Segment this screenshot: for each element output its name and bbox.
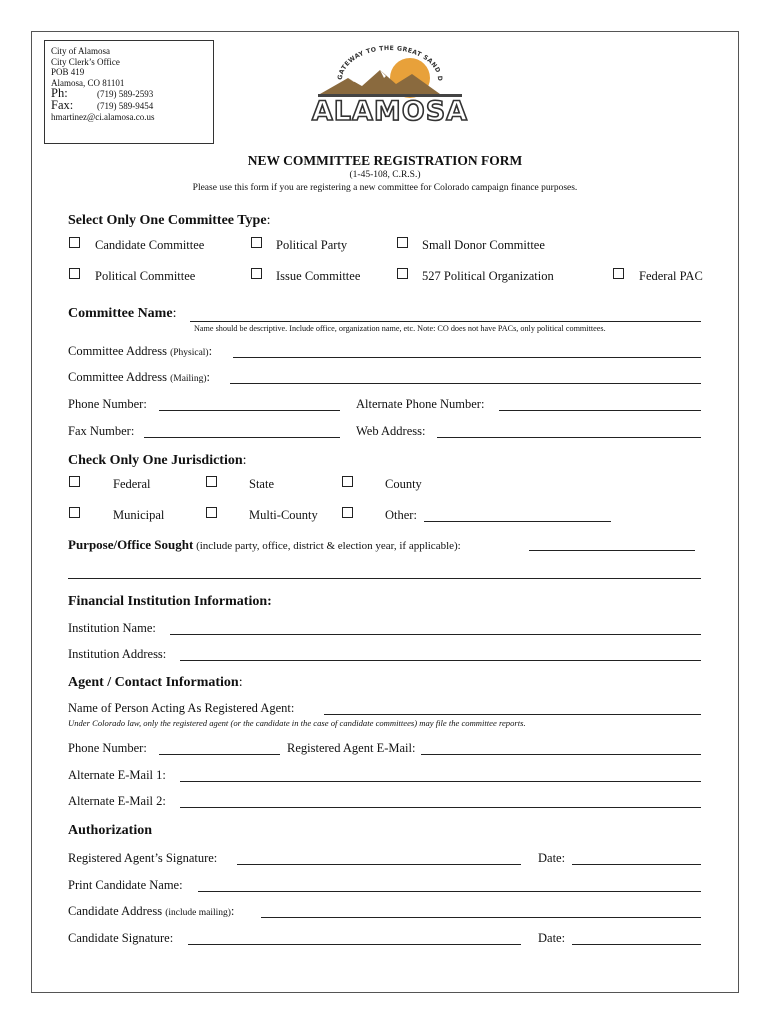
print-candidate-name-field[interactable] — [198, 891, 701, 892]
label-state: State — [249, 477, 274, 491]
alternate-email-1-label: Alternate E-Mail 1: — [68, 768, 166, 782]
phone-number-label: Phone Number: — [68, 397, 147, 411]
checkbox-federal[interactable] — [69, 476, 80, 487]
other-jurisdiction-field[interactable] — [424, 521, 611, 522]
label-federal-pac: Federal PAC — [639, 269, 703, 283]
agent-heading: Agent / Contact Information: — [68, 675, 243, 690]
checkbox-municipal[interactable] — [69, 507, 80, 518]
alternate-email-2-field[interactable] — [180, 807, 701, 808]
label-other: Other: — [385, 508, 417, 522]
institution-address-label: Institution Address: — [68, 647, 167, 661]
alternate-phone-label: Alternate Phone Number: — [356, 397, 485, 411]
committee-address-mailing-field[interactable] — [230, 383, 701, 384]
committee-address-physical-label: Committee Address (Physical): — [68, 344, 213, 358]
institution-name-label: Institution Name: — [68, 621, 156, 635]
alamosa-logo — [300, 44, 480, 122]
fax-number-label: Fax Number: — [68, 424, 135, 438]
address-line-4: Alamosa, CO 81101 — [51, 77, 125, 88]
checkbox-multi-county[interactable] — [206, 507, 217, 518]
label-small-donor-committee: Small Donor Committee — [422, 238, 545, 252]
form-title: NEW COMMITTEE REGISTRATION FORM — [247, 153, 523, 168]
phone-line: Ph: (719) 589-2593 — [51, 86, 154, 101]
candidate-address-label: Candidate Address (include mailing): — [68, 904, 235, 918]
purpose-label: Purpose/Office Sought (include party, office, district & election year, if applicable): — [68, 537, 461, 552]
candidate-signature-field[interactable] — [188, 944, 521, 945]
address-line-3: POB 419 — [51, 67, 85, 78]
checkbox-political-committee[interactable] — [69, 268, 80, 279]
checkbox-candidate-committee[interactable] — [69, 237, 80, 248]
office-address-box — [44, 40, 214, 144]
phone-number-field[interactable] — [159, 410, 340, 411]
label-527-political-organization: 527 Political Organization — [422, 269, 554, 283]
candidate-date-label: Date: — [538, 931, 566, 945]
registered-agent-name-field[interactable] — [324, 714, 701, 715]
svg-text:GATEWAY TO THE GREAT SAND DUNE: GATEWAY TO THE GREAT SAND D — [336, 44, 444, 82]
fax-line: Fax: (719) 589-9454 — [51, 97, 154, 112]
registered-agent-name-label: Name of Person Acting As Registered Agent: — [68, 701, 295, 715]
purpose-field-line-1[interactable] — [529, 550, 695, 551]
candidate-address-field[interactable] — [261, 917, 701, 918]
form-statute: (1-45-108, C.R.S.) — [349, 170, 421, 180]
agent-email-field[interactable] — [421, 754, 701, 755]
fax-number-field[interactable] — [144, 437, 340, 438]
agent-date-field[interactable] — [572, 864, 701, 865]
committee-address-physical-field[interactable] — [233, 357, 701, 358]
agent-signature-field[interactable] — [237, 864, 521, 865]
agent-signature-label: Registered Agent’s Signature: — [68, 851, 218, 865]
label-federal: Federal — [113, 477, 151, 491]
label-multi-county: Multi-County — [249, 508, 318, 522]
committee-address-mailing-label: Committee Address (Mailing): — [68, 370, 210, 384]
checkbox-federal-pac[interactable] — [613, 268, 624, 279]
address-line-1: City of Alamosa — [51, 46, 110, 56]
svg-text:ALAMOSA: ALAMOSA — [311, 96, 469, 122]
label-political-committee: Political Committee — [95, 269, 196, 283]
checkbox-state[interactable] — [206, 476, 217, 487]
label-municipal: Municipal — [113, 508, 165, 522]
purpose-field-line-2[interactable] — [68, 578, 701, 579]
agent-phone-label: Phone Number: — [68, 741, 147, 755]
checkbox-political-party[interactable] — [251, 237, 262, 248]
web-address-label: Web Address: — [356, 424, 426, 438]
label-county: County — [385, 477, 422, 491]
checkbox-small-donor-committee[interactable] — [397, 237, 408, 248]
checkbox-527-political-organization[interactable] — [397, 268, 408, 279]
committee-name-label: Committee Name: — [68, 306, 177, 321]
label-candidate-committee: Candidate Committee — [95, 238, 205, 252]
address-line-2: City Clerk’s Office — [51, 56, 120, 67]
committee-type-heading: Select Only One Committee Type: — [68, 213, 271, 228]
checkbox-other[interactable] — [342, 507, 353, 518]
label-issue-committee: Issue Committee — [276, 269, 361, 283]
alternate-phone-field[interactable] — [499, 410, 701, 411]
jurisdiction-heading: Check Only One Jurisdiction: — [68, 453, 247, 468]
label-political-party: Political Party — [276, 238, 348, 252]
candidate-signature-label: Candidate Signature: — [68, 931, 174, 945]
institution-address-field[interactable] — [180, 660, 701, 661]
checkbox-county[interactable] — [342, 476, 353, 487]
institution-name-field[interactable] — [170, 634, 701, 635]
agent-email-label: Registered Agent E-Mail: — [287, 741, 416, 755]
authorization-heading: Authorization — [68, 823, 152, 838]
committee-name-note: Name should be descriptive. Include office, organization name, etc. Note: CO does not have PACs, only political committees. — [194, 324, 606, 333]
email-line: hmartinez@ci.alamosa.co.us — [51, 111, 155, 122]
alternate-email-1-field[interactable] — [180, 781, 701, 782]
registered-agent-note: Under Colorado law, only the registered agent (or the candidate in the case of candidate committees) may file the committee reports. — [68, 718, 526, 728]
web-address-field[interactable] — [437, 437, 701, 438]
checkbox-issue-committee[interactable] — [251, 268, 262, 279]
print-candidate-name-label: Print Candidate Name: — [68, 878, 183, 892]
agent-date-label: Date: — [538, 851, 566, 865]
alternate-email-2-label: Alternate E-Mail 2: — [68, 794, 166, 808]
candidate-date-field[interactable] — [572, 944, 701, 945]
financial-heading: Financial Institution Information: — [68, 594, 272, 609]
form-instruction: Please use this form if you are registering a new committee for Colorado campaign finance purposes. — [192, 183, 578, 193]
committee-name-field[interactable] — [190, 321, 701, 322]
agent-phone-field[interactable] — [159, 754, 280, 755]
